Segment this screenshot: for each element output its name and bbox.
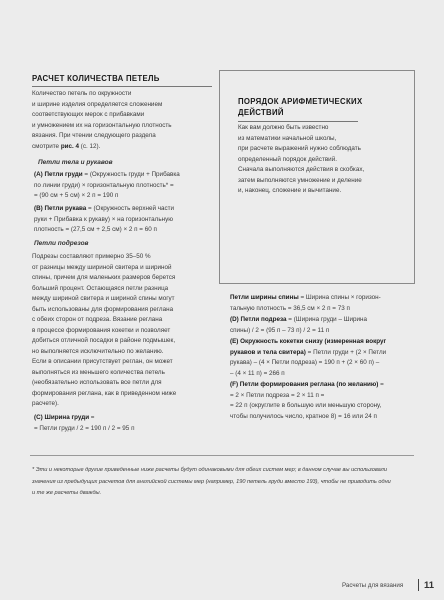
subheading-body-sleeves: Петли тела и рукавов	[38, 159, 113, 166]
subheading-underarm: Петли подрезов	[34, 240, 89, 247]
footer-divider	[418, 579, 419, 591]
heading-rule	[32, 86, 212, 87]
section-heading: РАСЧЕТ КОЛИЧЕСТВА ПЕТЕЛЬ	[32, 74, 160, 83]
box-heading: ПОРЯДОК АРИФМЕТИЧЕСКИХ ДЕЙСТВИЙ	[238, 97, 363, 117]
figure-ref: рис. 4	[60, 142, 80, 150]
box-heading-rule	[238, 121, 358, 122]
footnote-rule	[30, 455, 414, 456]
running-footer: Расчеты для вязания	[342, 582, 404, 589]
footnote: * Эти и некоторые другие приведенные ниже расчеты будут одинаковыми для обеих систем мер; в данном случае вы использовали значения из предыдущих расчетов для английской системы мер (например, 190 петель груди вместо 193), чтобы не приводить одни и те же расчеты дважды.	[32, 467, 391, 496]
page-number: 11	[424, 580, 435, 591]
